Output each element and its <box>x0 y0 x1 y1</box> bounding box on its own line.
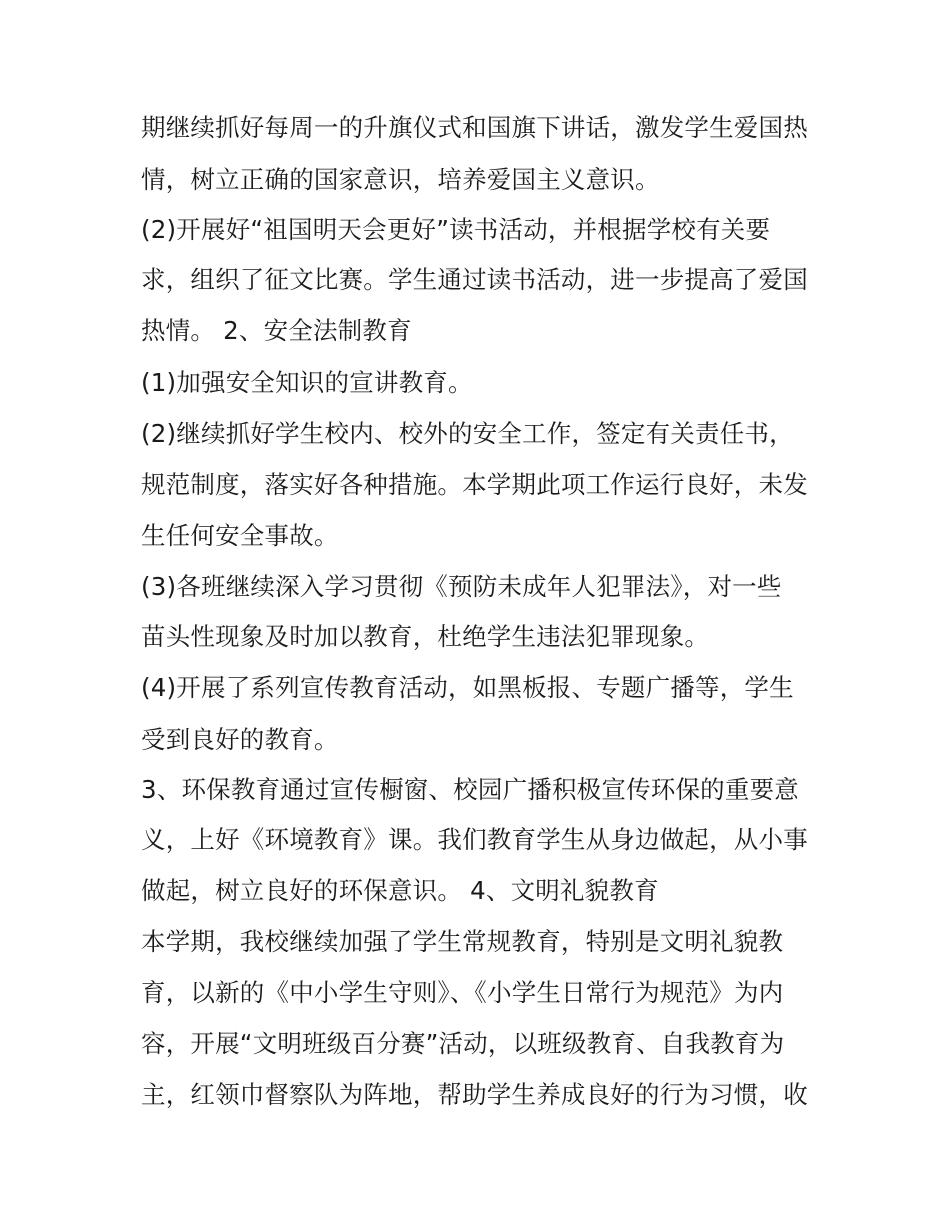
text-line: 规范制度，落实好各种措施。本学期此项工作运行良好，未发 <box>141 470 808 499</box>
text-line: (1)加强安全知识的宣讲教育。 <box>141 368 473 397</box>
text-line: 容，开展“文明班级百分赛”活动，以班级教育、自我教育为 <box>141 1029 785 1058</box>
text-line: (4)开展了系列宣传教育活动，如黑板报、专题广播等，学生 <box>141 673 794 702</box>
text-line: 受到良好的教育。 <box>141 725 339 754</box>
text-line: 本学期，我校继续加强了学生常规教育，特别是文明礼貌教 <box>141 927 784 956</box>
text-line: 苗头性现象及时加以教育，杜绝学生违法犯罪现象。 <box>141 622 710 651</box>
text-line: 热情。 2、安全法制教育 <box>141 316 412 345</box>
text-line: 求，组织了征文比赛。学生通过读书活动，进一步提高了爱国 <box>141 265 808 294</box>
text-line: (3)各班继续深入学习贯彻《预防未成年人犯罪法》，对一些 <box>141 572 782 601</box>
text-line: 育，以新的《中小学生守则》、《小学生日常行为规范》为内 <box>141 978 784 1007</box>
text-line: 主，红领巾督察队为阵地，帮助学生养成良好的行为习惯，收 <box>141 1080 808 1109</box>
text-line: 期继续抓好每周一的升旗仪式和国旗下讲话，激发学生爱国热 <box>141 113 808 142</box>
text-line: 义，上好《环境教育》课。我们教育学生从身边做起，从小事 <box>141 825 808 854</box>
text-line: 做起，树立良好的环保意识。 4、文明礼貌教育 <box>141 876 659 905</box>
text-line: 生任何安全事故。 <box>141 521 339 550</box>
text-line: (2)继续抓好学生校内、校外的安全工作，签定有关责任书， <box>141 419 794 448</box>
text-line: 3、环保教育通过宣传橱窗、校园广播积极宣传环保的重要意 <box>141 775 799 804</box>
text-line: (2)开展好“祖国明天会更好”读书活动，并根据学校有关要 <box>141 215 771 244</box>
text-line: 情，树立正确的国家意识，培养爱国主义意识。 <box>141 165 660 194</box>
